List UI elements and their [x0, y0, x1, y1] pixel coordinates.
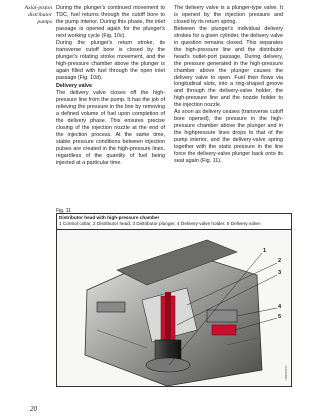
sidebar-line: Axial-piston: [24, 5, 52, 11]
figure-illustration: [56, 229, 292, 387]
distributor-head-illustration: [57, 230, 292, 387]
figure-title: Distributor head with high-pressure chamber: [59, 215, 160, 220]
control-collar: [146, 358, 190, 372]
sidebar-line: pumps: [37, 19, 52, 25]
paragraph: Between the plunger's individual delivery strokes for a given cylinder, the delivery valve in question remains closed. This separates the high-pressure line and the distributor head's outlet-port passage. During delivery, the pressure generated in the high-pressure chamber above the plunger causes the delivery valve to open. Fuel then flows via longitudinal slots, into a ring-shaped groove and through the delivery-valve holder, the high-pressure line and the nozzle holder to the injection nozzle.: [174, 25, 283, 109]
figure-label: Fig. 11: [56, 208, 71, 214]
section-sidebar: [8, 5, 52, 26]
paragraph: As soon as delivery ceases (transverse cutoff bore opened), the pressure in the high-pressure chamber above the plunger and in the highpressure lines drops to that of the pump interior, and the delivery-valve spring together with the static pressure in the line force the delivery-valve plunger back onto its seat again (Fig. 11).: [174, 109, 283, 164]
callout-1: 1: [263, 248, 267, 254]
callout-4: 4: [278, 304, 282, 310]
delivery-valve-holder: [207, 310, 237, 322]
page-number: 20: [30, 405, 37, 413]
figure-code: UMK0049Y: [284, 364, 288, 380]
text-column-left: [56, 5, 165, 167]
figure-legend: 1 Control collar, 2 Distributor head, 3 Distributor plunger, 4 Delivery valve holder, 5 Delivery valve.: [59, 221, 262, 226]
section-heading: Delivery valve: [56, 83, 92, 90]
outlet-fitting: [97, 302, 125, 312]
paragraph: The delivery valve is a plunger-type valve. It is opened by the injection pressure and closed by its return spring.: [174, 5, 283, 25]
sidebar-line: distributor: [28, 12, 52, 18]
paragraph: The delivery valve closes off the high-pressure line from the pump. It has the job of relieving the pressure in the line by removing a defined volume of fuel upon completion of the delivery phase. This ensures precise closing of the injection nozzle at the end of the injection process. At the same time, stable pressure conditions between injection pulses are created in the high-pressure lines, regardless of the quantity of fuel being injected at a particular time.: [56, 90, 165, 166]
callout-2: 2: [278, 258, 282, 264]
callout-3: 3: [278, 270, 282, 276]
plunger-bore: [165, 292, 171, 348]
callout-5: 5: [278, 314, 282, 320]
paragraph: During the plunger's continued movement to TDC, fuel returns through the cutoff bore to the pump interior. During this phase, the inlet passage is opened again for the plunger's next working cycle (Fig. 10c).: [56, 5, 165, 39]
delivery-valve: [212, 325, 236, 335]
figure-caption: [56, 213, 292, 229]
text-column-right: [174, 5, 283, 165]
paragraph: During the plunger's return stroke, its transverse cutoff bore is closed by the plunger's rotating stroke movement, and the high-pressure chamber above the plunger is again filled with fuel through the open inlet passage (Fig. 10d).: [56, 39, 165, 81]
